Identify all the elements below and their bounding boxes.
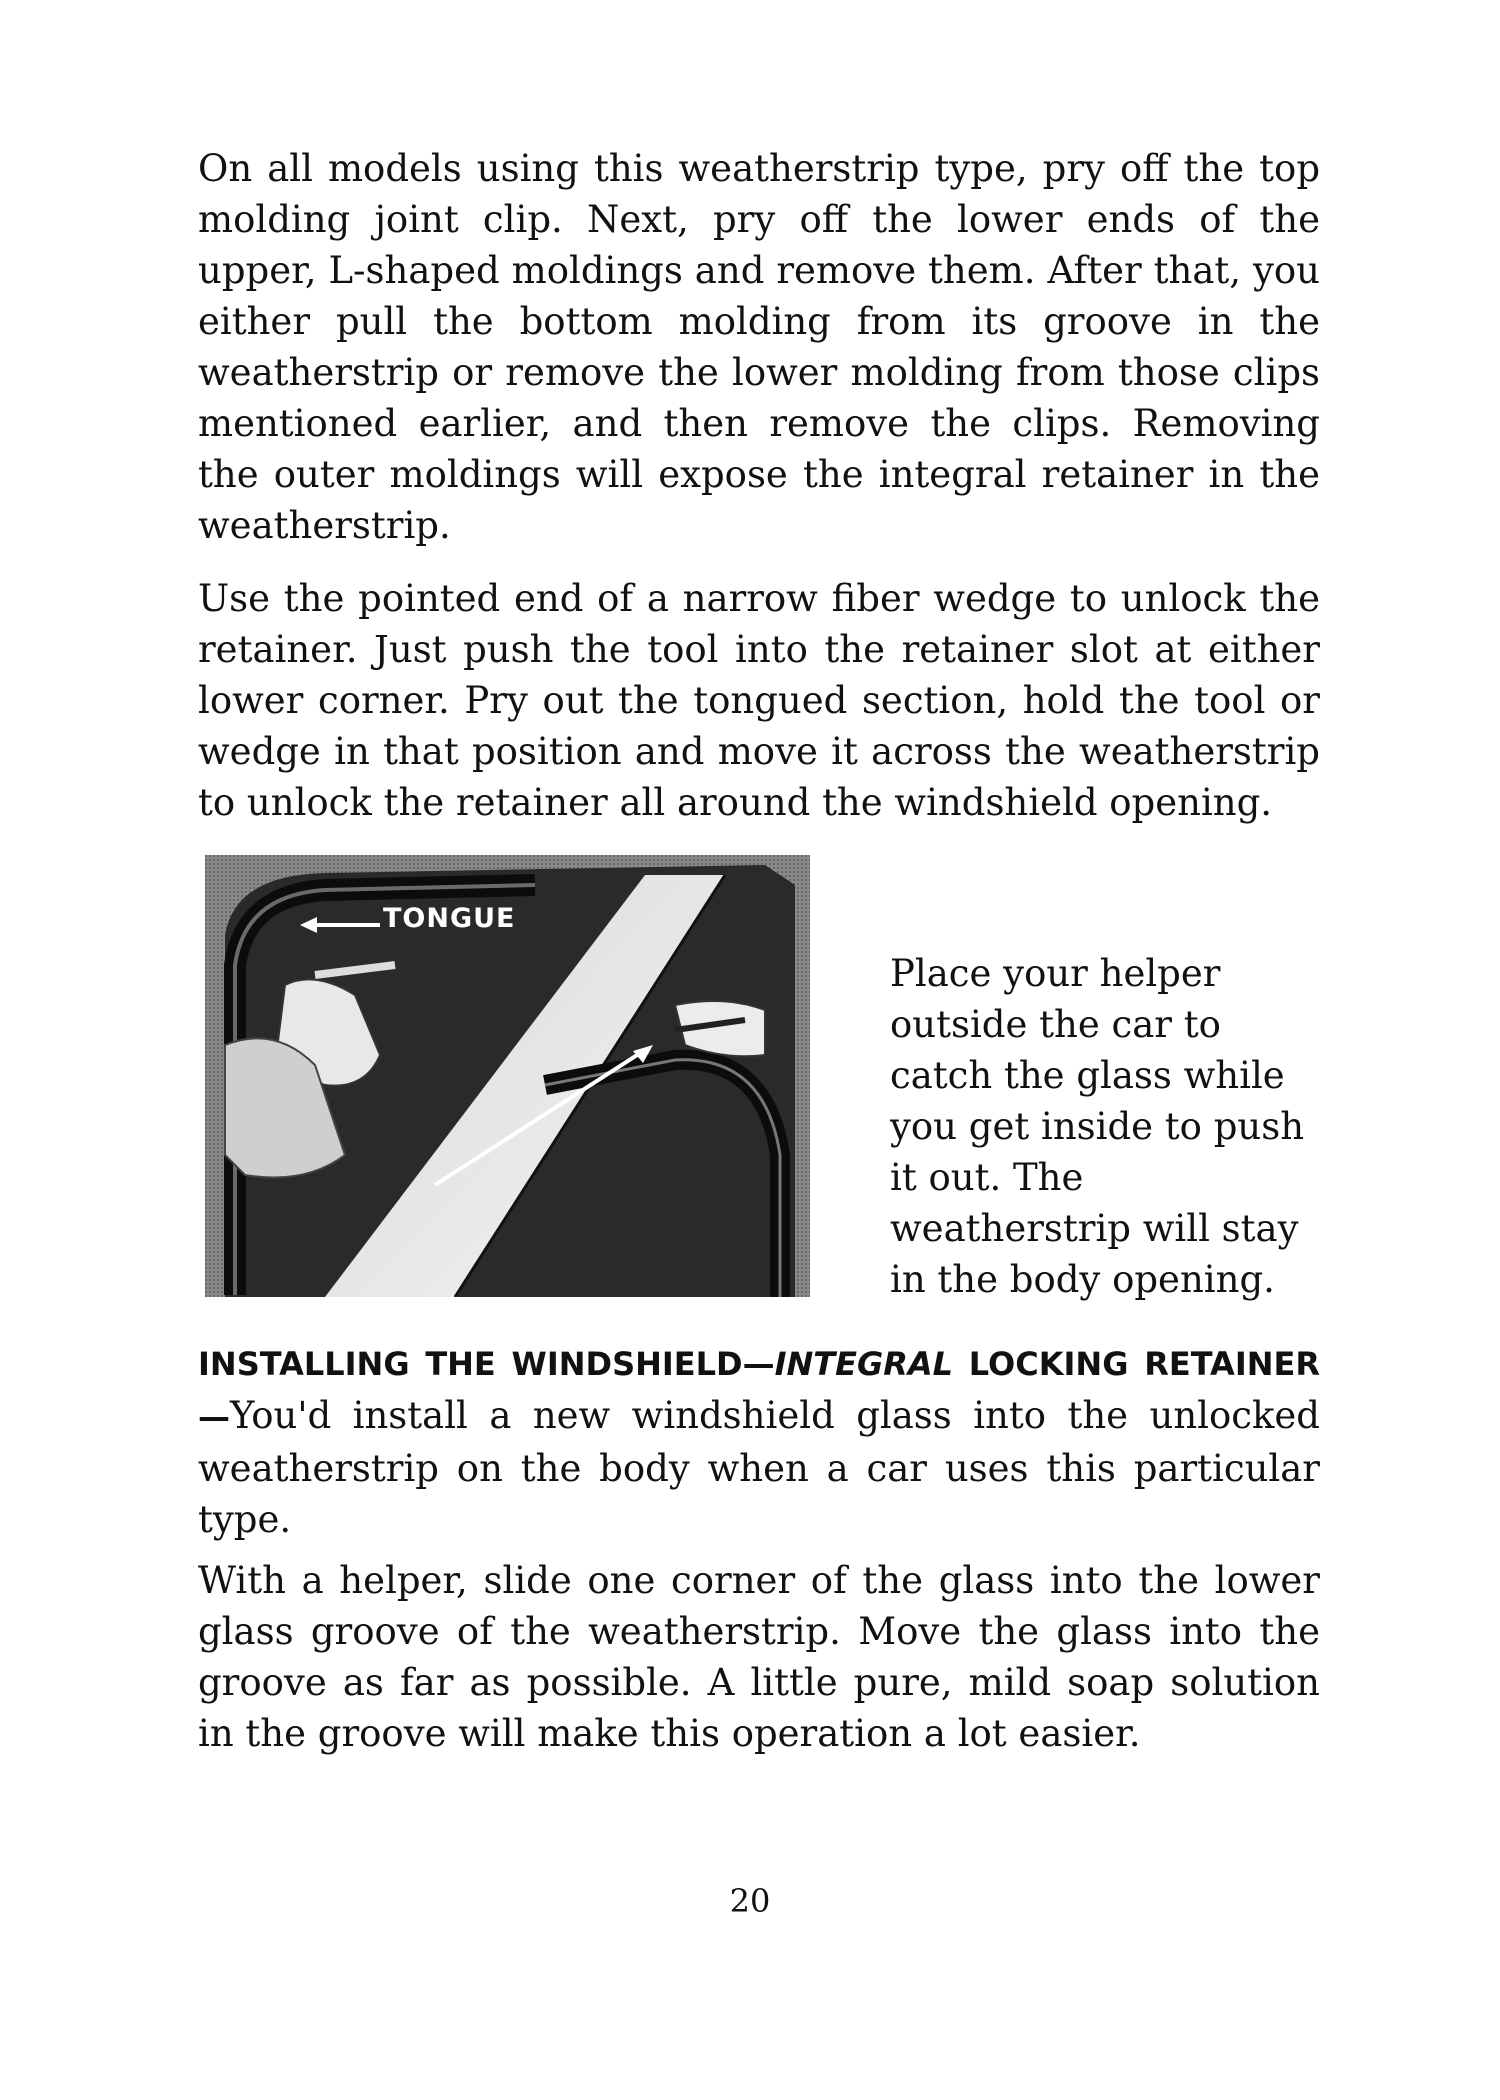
paragraph-slide-glass: With a helper, slide one corner of the glass into the lower glass groove of the weatherstrip. Move the glass into the groove as far as possible. A little pure, mild soap solution in the groove will make this operation a lot easier. <box>198 1559 1320 1755</box>
figure-caption: Place your helper outside the car to catch the glass while you get inside to push it out. The weatherstrip will stay in the body opening. <box>890 952 1305 1301</box>
page-number: 20 <box>729 1882 771 1920</box>
section-heading-part3: LOCKING RETAINER— <box>198 1345 1320 1436</box>
section-installing-windshield <box>198 1337 1320 1545</box>
section-heading-part2: INTEGRAL <box>774 1345 954 1383</box>
photo-tongue-figure <box>205 855 810 1297</box>
section-body: You'd install a new windshield glass into the unlocked weatherstrip on the body when a car uses this particular type. <box>198 1394 1320 1541</box>
paragraph-unlock-retainer: Use the pointed end of a narrow fiber wedge to unlock the retainer. Just push the tool into the retainer slot at either lower corner. Pry out the tongued section, hold the tool or wedge in that position and move it across the weatherstrip to unlock the retainer all around the windshield opening. <box>198 577 1320 824</box>
section-heading-part1: INSTALLING THE WINDSHIELD— <box>198 1345 775 1383</box>
paragraph-moldings: On all models using this weatherstrip type, pry off the top molding joint clip. Next, pry off the lower ends of the upper, L-shaped moldings and remove them. After that, you either pull the bottom molding from its groove in the weatherstrip or remove the lower molding from those clips mentioned earlier, and then remove the clips. Removing the outer moldings will expose the integral retainer in the weatherstrip. <box>198 147 1320 547</box>
figure-label-tongue: TONGUE <box>383 903 516 934</box>
